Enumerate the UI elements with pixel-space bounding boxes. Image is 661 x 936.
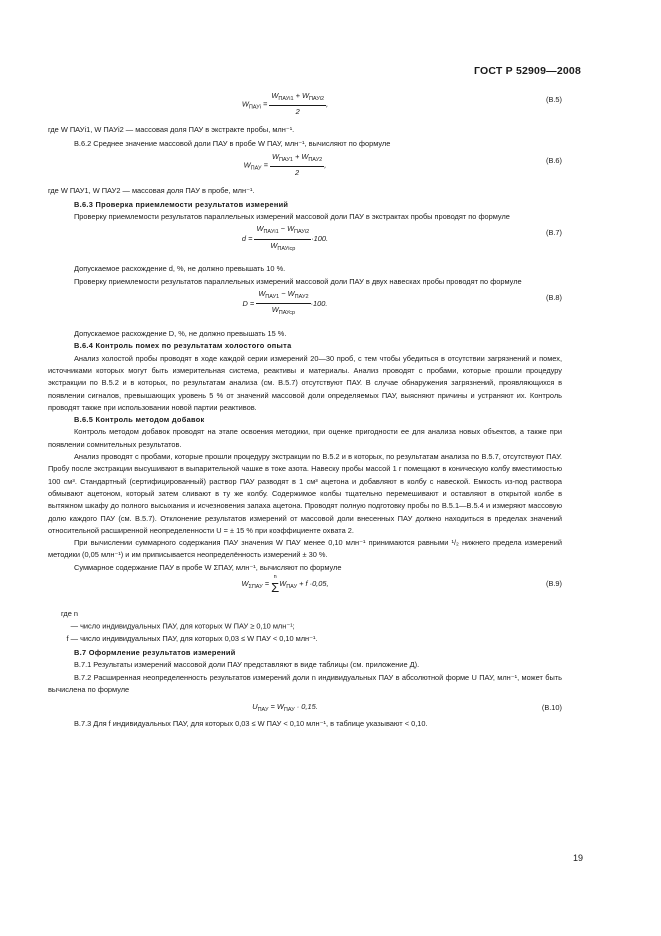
document-code: ГОСТ Р 52909—2008 xyxy=(473,65,581,77)
where-item: f — число индивидуальных ПАУ, для которых 0,03 ≤ W ПАУ < 0,10 млн⁻¹. xyxy=(66,633,318,643)
section-heading: В.7 Оформление результатов измерений xyxy=(74,647,236,657)
page-body xyxy=(48,90,562,730)
formula-b6: $W_{ПАУ}$ = $\frac{W_{ПАУ1} + W_{ПАУ2}}{2}$ , (В.6) xyxy=(243,151,562,177)
paragraph: В.7.1 Результаты измерений массовой доли ПАУ представляют в виде таблицы (см. приложение Д). xyxy=(74,660,420,670)
where-list xyxy=(54,608,562,645)
formula-b8: D = $\frac{W_{ПАУ1} - W_{ПАУ2}}{W_{ПАУср}}$ ·100. (В.8) xyxy=(242,289,562,317)
formula-number: (В.8) xyxy=(545,293,562,303)
sum-sign: Σ xyxy=(271,580,280,596)
where-clause: где W ПАУi1, W ПАУi2 — массовая доля ПАУ в экстракте пробы, млн⁻¹. xyxy=(48,125,295,134)
formula-number: (В.10) xyxy=(541,703,562,713)
paragraph: Допускаемое расхождение d, %, не должно превышать 10 %. xyxy=(74,264,286,274)
formula-b9: $W_{\Sigma ПАУ}$ = n Σ $W_{ПАУ} + f \cdot 0,05$, (В.9) xyxy=(241,574,562,596)
formula-number: (В.7) xyxy=(545,228,562,238)
paragraph: В.6.2 Среднее значение массовой доли ПАУ в пробе W ПАУ, млн⁻¹, вычисляют по формуле xyxy=(74,139,391,149)
where-clause: где W ПАУ1, W ПАУ2 — массовая доля ПАУ в пробе, млн⁻¹. xyxy=(48,185,255,195)
section-heading: В.6.4 Контроль помех по результатам холостого опыта xyxy=(74,341,292,351)
paragraph: Проверку приемлемости результатов параллельных измерений массовой доли ПАУ в двух навесках пробы проводят по формуле xyxy=(74,276,522,286)
paragraph: Анализ холостой пробы проводят в ходе каждой серии измерений 20—30 проб, с тем чтобы убедиться в отсутствии загрязнений и помех, источниками которых могут быть измерительная система, реактивы и материалы. Анализ проводят с пробами, которые прошли процедуру экстракции по В.5.2 и в которых, по результатам анализа (см. В.5.7) отсутствуют ПАУ. В случае обнаружения загрязнений, проявляющихся в появлении сигналов, превышающих уровень 5 % от значений массовой доли определяемых ПАУ, выясняют причины и устраняют их. Контроль проводят также при использовании новой партии реактивов. xyxy=(48,353,562,412)
paragraph: При вычислении суммарного содержания ПАУ значения W ПАУ менее 0,10 млн⁻¹ принимаются равными ¹/₂ нижнего предела измерений методики (0,05 млн⁻¹) и им приписывается неопределённость измерений ± 30 %. xyxy=(48,538,562,560)
formula-b10: $U_{ПАУ} = W_{ПАУ} \cdot 0,15$. (В.10) xyxy=(252,702,562,714)
section-heading: В.6.5 Контроль методом добавок xyxy=(74,415,205,425)
where-item: где n — число индивидуальных ПАУ, для которых W ПАУ ≥ 0,10 млн⁻¹; xyxy=(61,609,295,631)
paragraph: Проверку приемлемости результатов параллельных измерений массовой доли ПАУ в экстрактах пробы проводят по формуле xyxy=(74,212,510,222)
formula-number: (В.9) xyxy=(545,579,562,589)
formula-number: (В.6) xyxy=(545,155,562,165)
paragraph: Допускаемое расхождение D, %, не должно превышать 15 %. xyxy=(74,329,287,339)
formula-b7: d = $\frac{W_{ПАУi1} - W_{ПАУi2}}{W_{ПАУiср}}$ ·100. (В.7) xyxy=(241,224,562,252)
formula-number: (В.5) xyxy=(545,95,562,104)
paragraph: Анализ проводят с пробами, которые прошли процедуру экстракции по В.5.2 и в которых, по результатам анализа по В.5.7, отсутствуют ПАУ. Пробу после экстракции высушивают в выпарительной чашке в токе азота. Навеску пробы массой 1 г помещают в коническую колбу вместимостью 100 см³. Стандартный (сертифицированный) раствор ПАУ разводят в 1 см³ ацетона и добавляют в колбу с навеской. Емкость из-под раствора обмывают ацетоном, который затем сливают в ту же колбу. Содержимое колбы тщательно перемешивают и оставляют в открытой колбе в вытяжном шкафу до полного высыхания и исчезновения запаха ацетона. Проводят полную подготовку пробы по В.5.1—В.5.4 и измеряют массовую долю каждого ПАУ (см. В.5.7). Отклонение результатов измерений от массовой доли внесенных ПАУ должно находиться в пределах значений относительной расширенной неопределенности U = ± 15 % при коэффициенте охвата 2. xyxy=(48,452,562,535)
paragraph: В.7.3 Для f индивидуальных ПАУ, для которых 0,03 ≤ W ПАУ < 0,10 млн⁻¹, в таблице указывают < 0,10. xyxy=(74,719,428,729)
formula-b5: $W_{ПАУi}$ = $\frac{W_{ПАУi1} + W_{ПАУi2}}{2}$ , (В.5) xyxy=(241,91,562,117)
paragraph: Контроль методом добавок проводят на этапе освоения методики, при оценке пригодности ее для анализа новых объектов, а также при появлении сомнительных результатов. xyxy=(48,427,562,449)
paragraph: В.7.2 Расширенная неопределенность результатов измерений доли n индивидуальных ПАУ в абсолютной форме U ПАУ, млн⁻¹, может быть вычислена по формуле xyxy=(48,672,562,694)
page-number: 19 xyxy=(573,853,584,863)
section-heading: В.6.3 Проверка приемлемости результатов измерений xyxy=(74,199,289,209)
paragraph: Суммарное содержание ПАУ в пробе W ΣПАУ, млн⁻¹, вычисляют по формуле xyxy=(74,562,342,572)
